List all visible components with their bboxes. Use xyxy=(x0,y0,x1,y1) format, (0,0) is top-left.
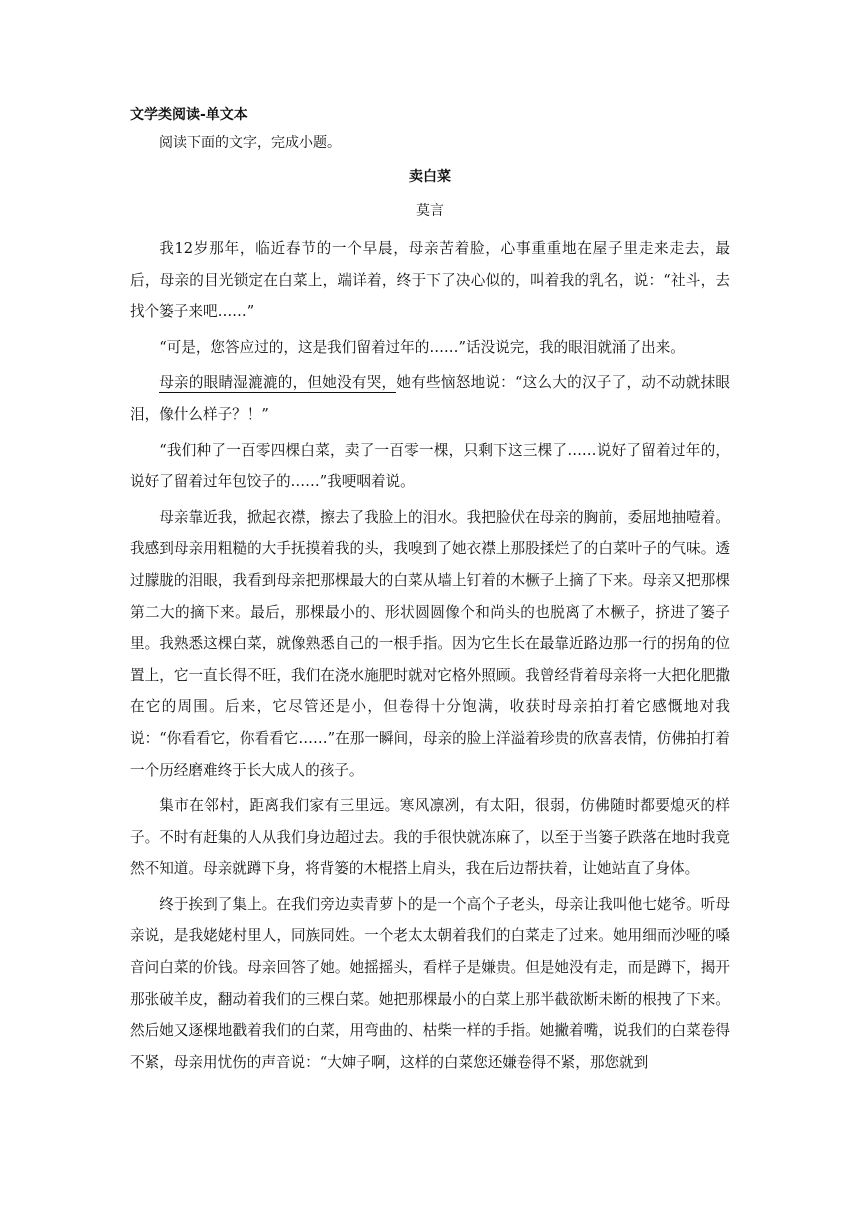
underlined-sentence: 母亲的眼睛湿漉漉的，但她没有哭， xyxy=(159,374,397,392)
story-body xyxy=(130,233,730,1082)
paragraph-4: “我们种了一百零四棵白菜，卖了一百零一棵，只剩下这三棵了……说好了留着过年的，说好了留着过年包饺子的……”我哽咽着说。 xyxy=(130,441,730,491)
paragraph-5: 母亲靠近我，掀起衣襟，擦去了我脸上的泪水。我把脸伏在母亲的胸前，委屈地抽噎着。我感到母亲用粗糙的大手抚摸着我的头，我嗅到了她衣襟上那股揉烂了的白菜叶子的气味。透过朦胧的泪眼，我看到母亲把那棵最大的白菜从墙上钉着的木橛子上摘了下来。母亲又把那棵第二大的摘下来。最后，那棵最小的、形状圆圆像个和尚头的也脱离了木橛子，挤进了篓子里。我熟悉这棵白菜，就像熟悉自己的一根手指。因为它生长在最靠近路边那一行的拐角的位置上，它一直长得不旺，我们在浇水施肥时就对它格外照顾。我曾经背着母亲将一大把化肥撒在它的周围。后来，它尽管还是小，但卷得十分饱满，收获时母亲拍打着它感慨地对我说：“你看看它，你看看它……”在那一瞬间，母亲的脸上洋溢着珍贵的欣喜表情，仿佛拍打着一个历经磨难终于长大成人的孩子。 xyxy=(130,508,730,779)
story-title: 卖白菜 xyxy=(409,169,451,185)
paragraph-7: 终于挨到了集上。在我们旁边卖青萝卜的是一个高个子老头，母亲让我叫他七姥爷。听母亲说，是我姥姥村里人，同族同姓。一个老太太朝着我们的白菜走了过来。她用细而沙哑的嗓音问白菜的价钱。母亲回答了她。她摇摇头，看样子是嫌贵。但是她没有走，而是蹲下，揭开那张破羊皮，翻动着我们的三棵白菜。她把那棵最小的白菜上那半截欲断未断的根拽了下来。然后她又逐棵地戳着我们的白菜，用弯曲的、枯柴一样的手指。她撇着嘴，说我们的白菜卷得不紧，母亲用忧伤的声音说：“大婶子啊，这样的白菜您还嫌卷得不紧，那您就到 xyxy=(130,895,730,1071)
paragraph-2: “可是，您答应过的，这是我们留着过年的……”话没说完，我的眼泪就涌了出来。 xyxy=(159,338,685,356)
paragraph-6: 集市在邻村，距离我们家有三里远。寒风凛冽，有太阳，很弱，仿佛随时都要熄灭的样子。不时有赶集的人从我们身边超过去。我的手很快就冻麻了，以至于当篓子跌落在地时我竟然不知道。母亲就蹲下身，将背篓的木棍搭上肩头，我在后边帮扶着，让她站直了身体。 xyxy=(130,797,730,878)
paragraph-3 xyxy=(130,367,730,430)
paragraph-1: 我12岁那年，临近春节的一个早晨，母亲苦着脸，心事重重地在屋子里走来走去，最后，母亲的目光锁定在白菜上，端详着，终于下了决心似的，叫着我的乳名，说：“社斗，去找个篓子来吧……” xyxy=(130,240,730,321)
story-author: 莫言 xyxy=(416,203,444,219)
reading-instruction: 阅读下面的文字，完成小题。 xyxy=(159,135,341,151)
paragraph-3-rest: 她有些恼怒地说：“这么大的汉子了，动不动就抹眼泪，像什么样子？！” xyxy=(130,374,730,423)
section-heading: 文学类阅读-单文本 xyxy=(130,107,248,123)
